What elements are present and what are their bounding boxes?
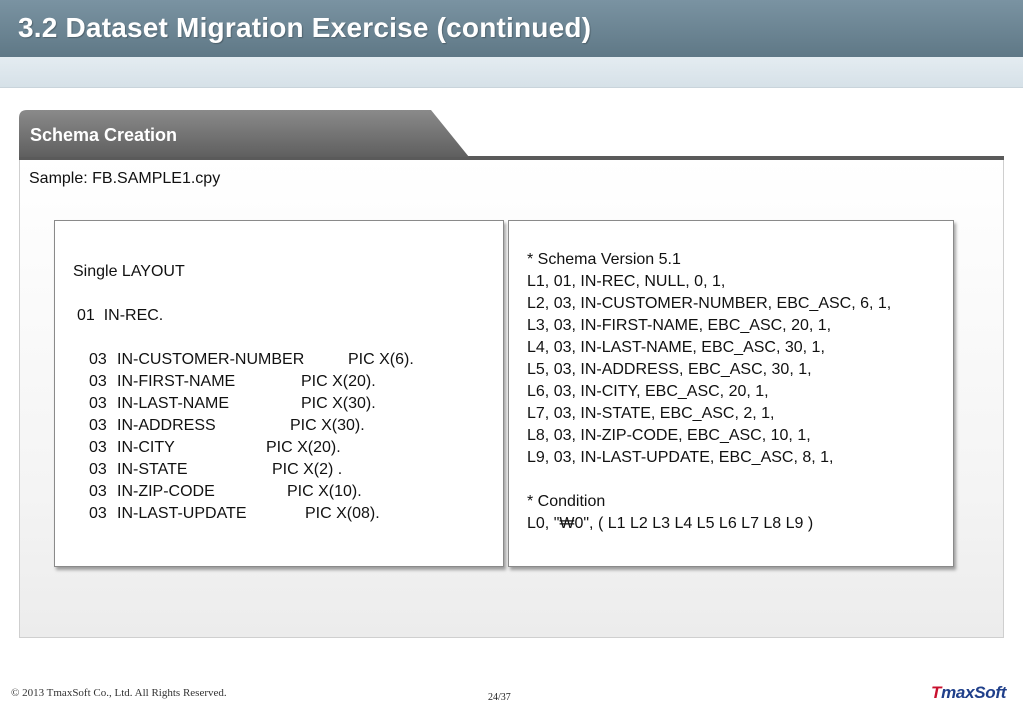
schema-line: L6, 03, IN-CITY, EBC_ASC, 20, 1, (527, 383, 769, 400)
field-level: 03 (89, 505, 107, 522)
title-bar (0, 0, 1023, 57)
field-level: 03 (89, 373, 107, 390)
schema-line: L4, 03, IN-LAST-NAME, EBC_ASC, 30, 1, (527, 339, 825, 356)
copyright-notice: © 2013 TmaxSoft Co., Ltd. All Rights Reserved. (11, 687, 227, 699)
field-name: IN-FIRST-NAME (117, 373, 236, 390)
page-number: 24/37 (488, 692, 511, 703)
field-name: IN-CITY (117, 439, 175, 456)
schema-line: L8, 03, IN-ZIP-CODE, EBC_ASC, 10, 1, (527, 427, 811, 444)
sample-separator: : (83, 170, 93, 187)
field-pic: PIC X(30). (301, 395, 376, 412)
sample-filename: FB.SAMPLE1.cpy (92, 170, 221, 187)
field-pic: PIC X(20). (266, 439, 341, 456)
section-tab-label: Schema Creation (30, 125, 178, 145)
record-line: 01 IN-REC. (77, 307, 164, 324)
schema-line: L9, 03, IN-LAST-UPDATE, EBC_ASC, 8, 1, (527, 449, 834, 466)
sample-label: Sample (29, 170, 84, 187)
field-pic: PIC X(08). (305, 505, 380, 522)
schema-line: L1, 01, IN-REC, NULL, 0, 1, (527, 273, 726, 290)
field-level: 03 (89, 351, 107, 368)
schema-line: L3, 03, IN-FIRST-NAME, EBC_ASC, 20, 1, (527, 317, 832, 334)
layout-heading: Single LAYOUT (73, 263, 185, 280)
field-level: 03 (89, 395, 107, 412)
sub-header-band (0, 57, 1023, 88)
schema-line: L5, 03, IN-ADDRESS, EBC_ASC, 30, 1, (527, 361, 812, 378)
schema-line: L7, 03, IN-STATE, EBC_ASC, 2, 1, (527, 405, 775, 422)
field-level: 03 (89, 439, 107, 456)
field-pic: PIC X(30). (290, 417, 365, 434)
schema-version-header: * Schema Version 5.1 (527, 251, 681, 268)
field-name: IN-ZIP-CODE (117, 483, 215, 500)
tmaxsoft-logo (931, 683, 1006, 703)
field-pic: PIC X(2) . (272, 461, 343, 478)
section-tab (19, 110, 471, 157)
field-name: IN-LAST-UPDATE (117, 505, 247, 522)
condition-header: * Condition (527, 493, 606, 510)
logo-rest: maxSoft (941, 683, 1007, 702)
field-level: 03 (89, 483, 107, 500)
condition-line: L0, "₩0", ( L1 L2 L3 L4 L5 L6 L7 L8 L9 ) (527, 515, 814, 532)
field-name: IN-ADDRESS (117, 417, 216, 434)
field-pic: PIC X(20). (301, 373, 376, 390)
field-level: 03 (89, 461, 107, 478)
field-name: IN-STATE (117, 461, 188, 478)
field-pic: PIC X(6). (348, 351, 414, 368)
sample-line (29, 170, 220, 188)
page-title: 3.2 Dataset Migration Exercise (continued) (18, 12, 592, 43)
field-name: IN-CUSTOMER-NUMBER (117, 351, 305, 368)
logo-initial: T (931, 683, 942, 702)
field-pic: PIC X(10). (287, 483, 362, 500)
field-level: 03 (89, 417, 107, 434)
schema-line: L2, 03, IN-CUSTOMER-NUMBER, EBC_ASC, 6, 1, (527, 295, 892, 312)
field-name: IN-LAST-NAME (117, 395, 230, 412)
